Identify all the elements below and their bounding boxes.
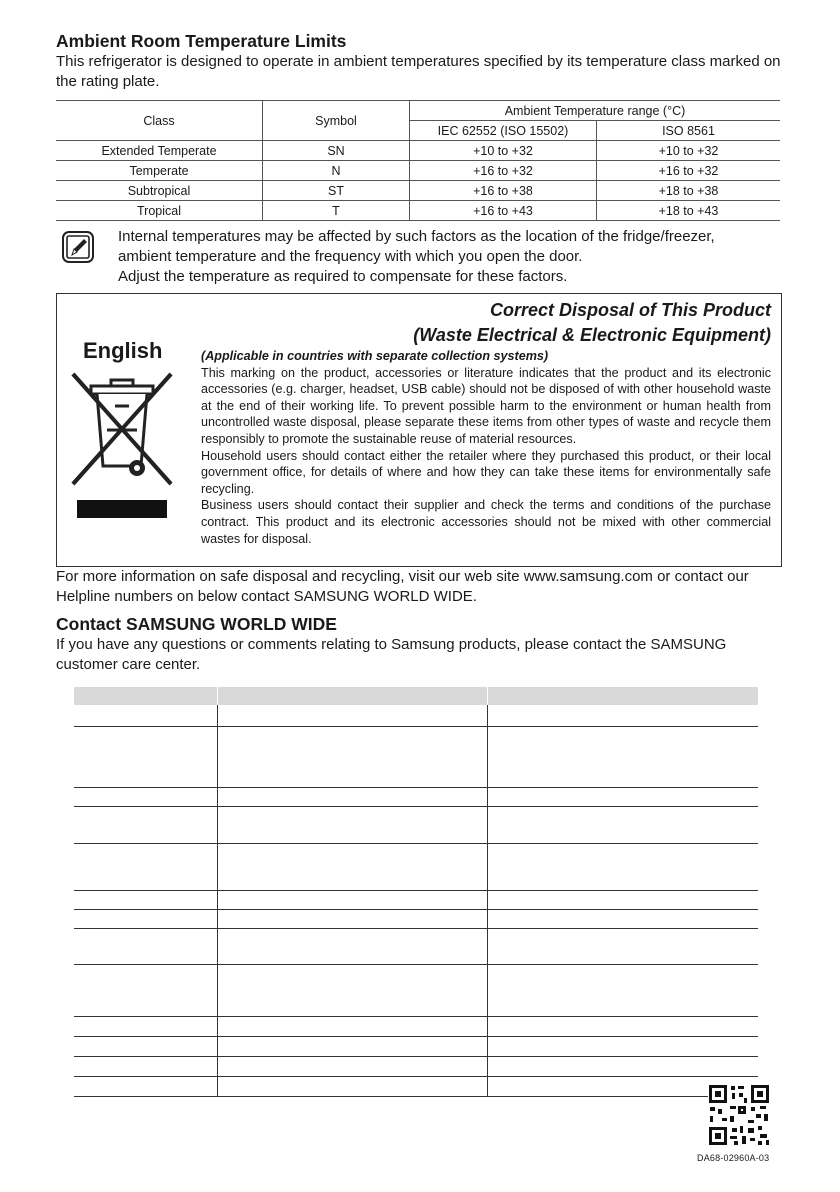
contact-title: Contact SAMSUNG WORLD WIDE xyxy=(56,614,337,634)
table-row xyxy=(74,705,758,727)
table-row xyxy=(56,141,780,161)
disposal-paragraph: This marking on the product, accessories or literature indicates that the product and its electronic accessories (e.g. charger, headset, USB cable) should not be disposed of with other household waste at the end of their working life. To prevent possible harm to the environment or human health from uncontrolled waste disposal, please separate these items from other types of waste and recycle them responsibly to promote the sustainable reuse of material resources. xyxy=(201,365,771,446)
table-row xyxy=(74,910,758,929)
contact-table-header xyxy=(74,687,758,705)
header-cell xyxy=(488,687,758,705)
table-row xyxy=(74,1057,758,1077)
cell-iso: +10 to +32 xyxy=(597,141,781,161)
crossed-bin-icon xyxy=(67,370,177,488)
cell-symbol: SN xyxy=(263,141,410,161)
cell-class: Temperate xyxy=(56,161,263,181)
note-line: Internal temperatures may be affected by such factors as the location of the fridge/freezer, xyxy=(118,228,715,245)
black-bar xyxy=(77,500,167,518)
table-row xyxy=(74,727,758,788)
table-row xyxy=(74,844,758,891)
note-block xyxy=(56,227,782,287)
th-iec: IEC 62552 (ISO 15502) xyxy=(410,121,597,141)
disposal-content xyxy=(201,348,771,547)
disposal-titles xyxy=(413,298,771,348)
applicability-note: (Applicable in countries with separate collection systems) xyxy=(201,349,549,363)
language-label: English xyxy=(83,338,163,363)
cell-symbol: ST xyxy=(263,181,410,201)
note-line: Adjust the temperature as required to compensate for these factors. xyxy=(118,268,568,285)
ambient-intro: This refrigerator is designed to operate in ambient temperatures specified by its temperature class marked on the rating plate. xyxy=(56,53,781,90)
ambient-title: Ambient Room Temperature Limits xyxy=(56,31,347,51)
disposal-paragraph: Household users should contact either the retailer where they purchased this product, or their local government office, for details of where and how they can take these items for environmentally safe recycling. xyxy=(201,448,771,496)
th-range: Ambient Temperature range (°C) xyxy=(410,101,781,121)
cell-iec: +16 to +32 xyxy=(410,161,597,181)
cell-iso: +18 to +43 xyxy=(597,201,781,221)
disposal-paragraph: Business users should contact their supplier and check the terms and conditions of the purchase contract. This product and its electronic accessories should not be mixed with other commercial wastes for disposal. xyxy=(201,498,771,546)
page xyxy=(56,30,782,1097)
document-code: DA68-02960A-03 xyxy=(697,1153,770,1163)
more-info: For more information on safe disposal and recycling, visit our web site www.samsung.com or contact our Helpline numbers on below contact SAMSUNG WORLD WIDE. xyxy=(56,568,749,605)
contact-intro: If you have any questions or comments relating to Samsung products, please contact the SAMSUNG customer care center. xyxy=(56,636,727,673)
table-row xyxy=(74,891,758,910)
table-row xyxy=(74,929,758,965)
cell-class: Tropical xyxy=(56,201,263,221)
table-row xyxy=(74,788,758,807)
cell-iso: +18 to +38 xyxy=(597,181,781,201)
qr-code xyxy=(708,1084,770,1146)
cell-iec: +16 to +43 xyxy=(410,201,597,221)
cell-iec: +10 to +32 xyxy=(410,141,597,161)
table-row xyxy=(56,201,780,221)
note-line: ambient temperature and the frequency with which you open the door. xyxy=(118,248,583,265)
temperature-table xyxy=(56,100,780,221)
disposal-title: Correct Disposal of This Product xyxy=(489,300,771,320)
contact-table xyxy=(74,687,758,1097)
th-iso: ISO 8561 xyxy=(597,121,781,141)
th-symbol: Symbol xyxy=(263,101,410,141)
header-cell xyxy=(218,687,488,705)
table-row xyxy=(74,1077,758,1097)
table-row xyxy=(74,965,758,1017)
note-pencil-icon xyxy=(62,231,94,263)
disposal-box xyxy=(56,293,782,567)
disposal-subtitle: (Waste Electrical & Electronic Equipment) xyxy=(413,325,771,345)
cell-iec: +16 to +38 xyxy=(410,181,597,201)
cell-class: Extended Temperate xyxy=(56,141,263,161)
cell-symbol: N xyxy=(263,161,410,181)
cell-symbol: T xyxy=(263,201,410,221)
table-row xyxy=(56,181,780,201)
table-row xyxy=(74,807,758,844)
table-row xyxy=(74,1037,758,1057)
table-row xyxy=(56,161,780,181)
th-class: Class xyxy=(56,101,263,141)
table-row xyxy=(74,1017,758,1037)
cell-iso: +16 to +32 xyxy=(597,161,781,181)
header-cell xyxy=(74,687,218,705)
note-text xyxy=(118,227,715,287)
cell-class: Subtropical xyxy=(56,181,263,201)
